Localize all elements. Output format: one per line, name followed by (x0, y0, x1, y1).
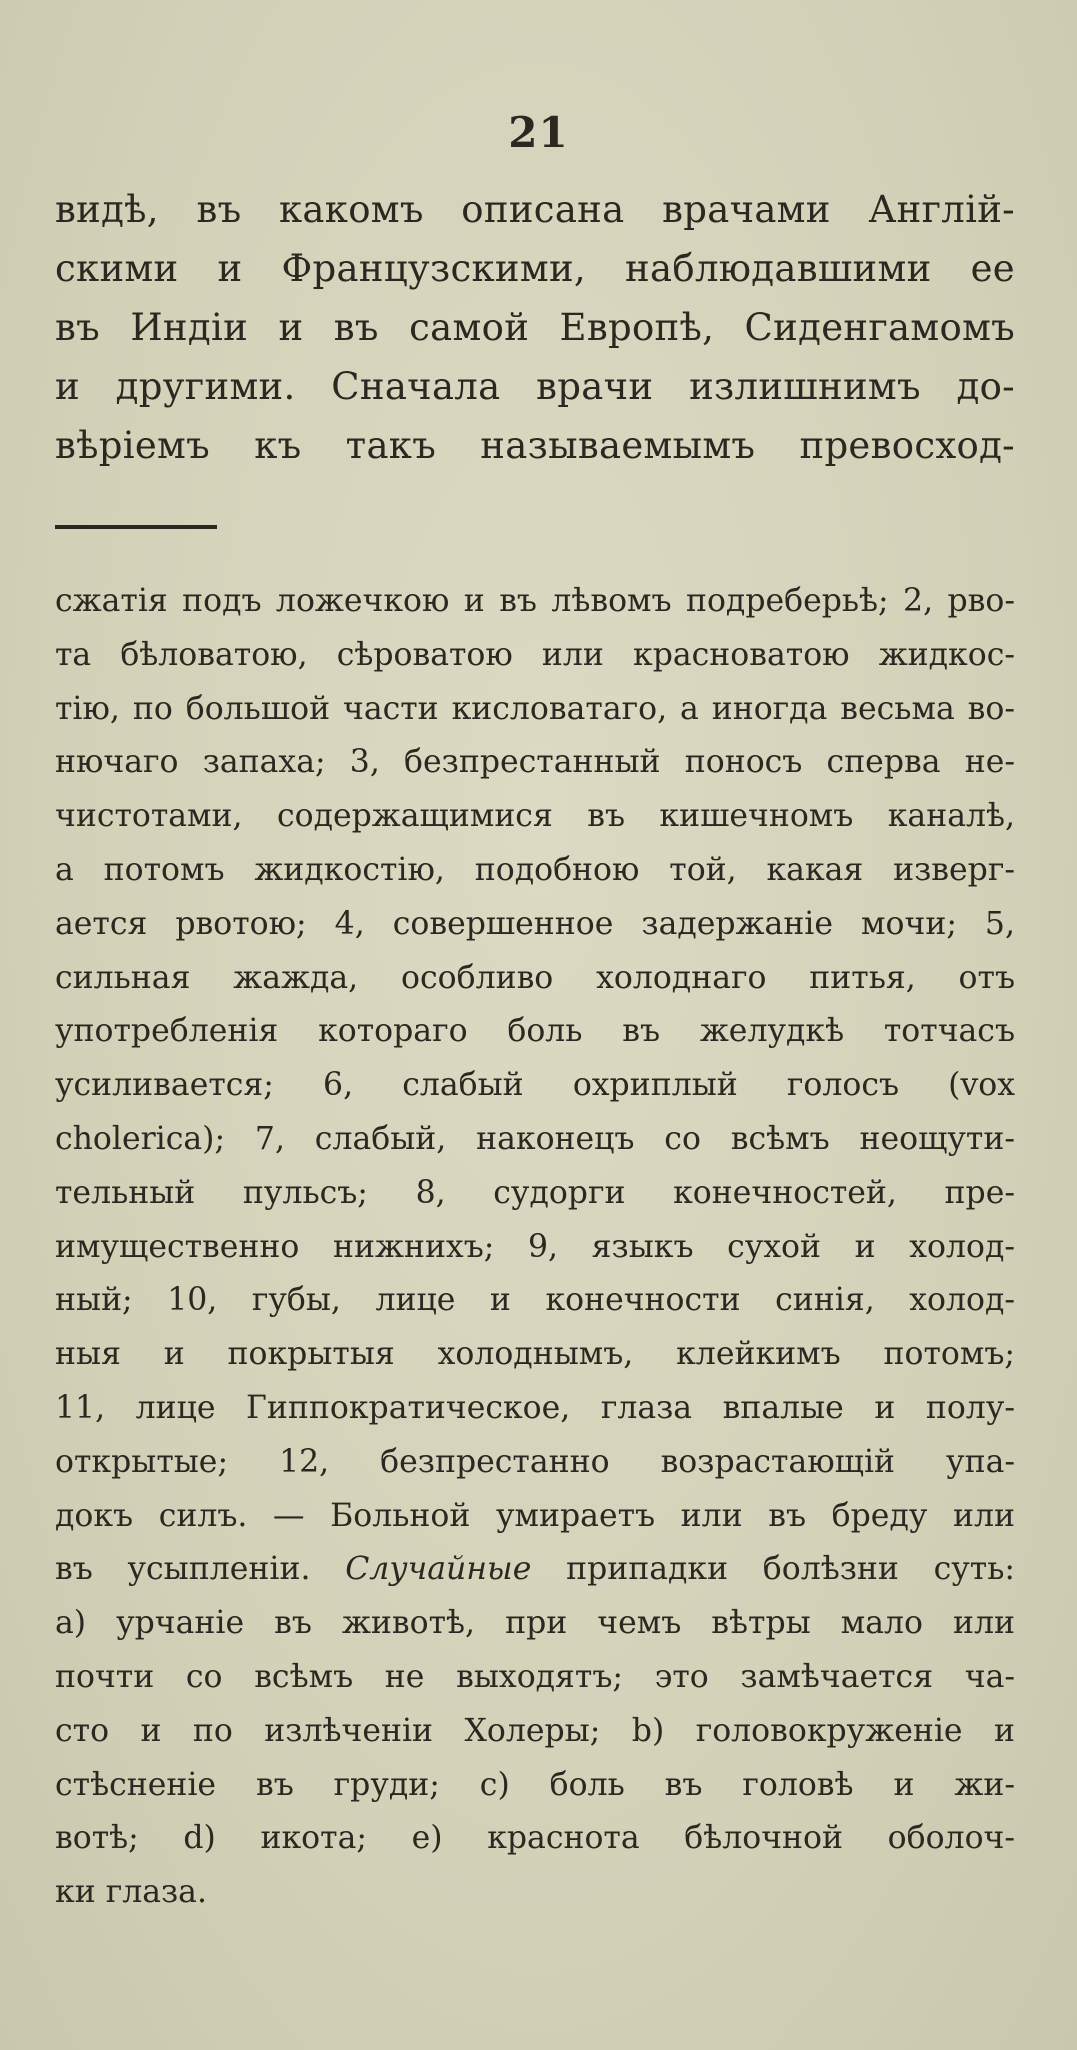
footnote-line: употребленія котораго боль въ желудкѣ тотчасъ (55, 1013, 1015, 1050)
italic-term: Случайные (345, 1551, 532, 1588)
footnote-line: нючаго запаха; 3, безпрестанный поносъ сперва не- (55, 744, 1015, 781)
footnote-line: сжатія подъ ложечкою и въ лѣвомъ подреберьѣ; 2, рво- (55, 583, 1015, 619)
footnote-line: а потомъ жидкостію, подобною той, какая изверг- (55, 851, 1015, 888)
footnote-line: почти со всѣмъ не выходятъ; это замѣчается ча- (55, 1658, 1015, 1695)
footnote-line: cholerica); 7, слабый, наконецъ со всѣмъ неощути- (55, 1120, 1015, 1157)
text-line: скими и Французскими, наблюдавшими ее (55, 247, 1015, 290)
text-line: и другими. Сначала врачи излишнимъ до- (55, 365, 1015, 408)
footnote-line: докъ силъ. — Больной умираетъ или въ бреду или (55, 1497, 1015, 1534)
footnote-line: 11, лице Гиппократическое, глаза впалые и полу- (55, 1389, 1015, 1426)
footnote-line: та бѣловатою, сѣроватою или красноватою жидкос- (55, 636, 1015, 673)
footnote-line-mixed (55, 1543, 1015, 1597)
footnote-line: сто и по излѣченіи Холеры; b) головокруженіе и (55, 1712, 1015, 1749)
footnote-line: имущественно нижнихъ; 9, языкъ сухой и холод- (55, 1228, 1015, 1265)
footnote-line: ки глаза. (55, 1874, 207, 1911)
footnote-divider (55, 525, 217, 529)
text-line: видѣ, въ какомъ описана врачами Англій- (55, 188, 1015, 231)
footnote-line: ный; 10, губы, лице и конечности синія, холод- (55, 1282, 1015, 1319)
footnote-line: ныя и покрытыя холоднымъ, клейкимъ потомъ; (55, 1336, 1015, 1373)
footnote-text (55, 575, 1015, 1920)
footnote-line: вотѣ; d) икота; е) краснота бѣлочной оболоч- (55, 1820, 1015, 1857)
footnote-line: а) урчаніе въ животѣ, при чемъ вѣтры мало или (55, 1605, 1015, 1642)
text-line: вѣріемъ къ такъ называемымъ превосход- (55, 424, 1015, 467)
text-line: въ Индіи и въ самой Европѣ, Сиденгамомъ (55, 306, 1015, 349)
footnote-line: открытые; 12, безпрестанно возрастающій упа- (55, 1443, 1015, 1480)
page-number: 21 (508, 108, 569, 157)
footnote-line: сильная жажда, особливо холоднаго питья, отъ (55, 959, 1015, 996)
footnote-line: тельный пульсъ; 8, судорги конечностей, пре- (55, 1174, 1015, 1211)
footnote-line: стѣсненіе въ груди; с) боль въ головѣ и жи- (55, 1766, 1015, 1803)
footnote-line-start: въ усыпленіи. (55, 1551, 311, 1588)
footnote-line: ается рвотою; 4, совершенное задержаніе мочи; 5, (55, 905, 1015, 942)
footnote-line: тію, по большой части кисловатаго, а иногда весьма во- (55, 690, 1015, 727)
main-text (55, 180, 1015, 475)
footnote-line-end: припадки болѣзни суть: (566, 1551, 1015, 1588)
footnote-line: усиливается; 6, слабый охриплый голосъ (vox (55, 1067, 1015, 1104)
footnote-line: чистотами, содержащимися въ кишечномъ каналѣ, (55, 798, 1015, 835)
